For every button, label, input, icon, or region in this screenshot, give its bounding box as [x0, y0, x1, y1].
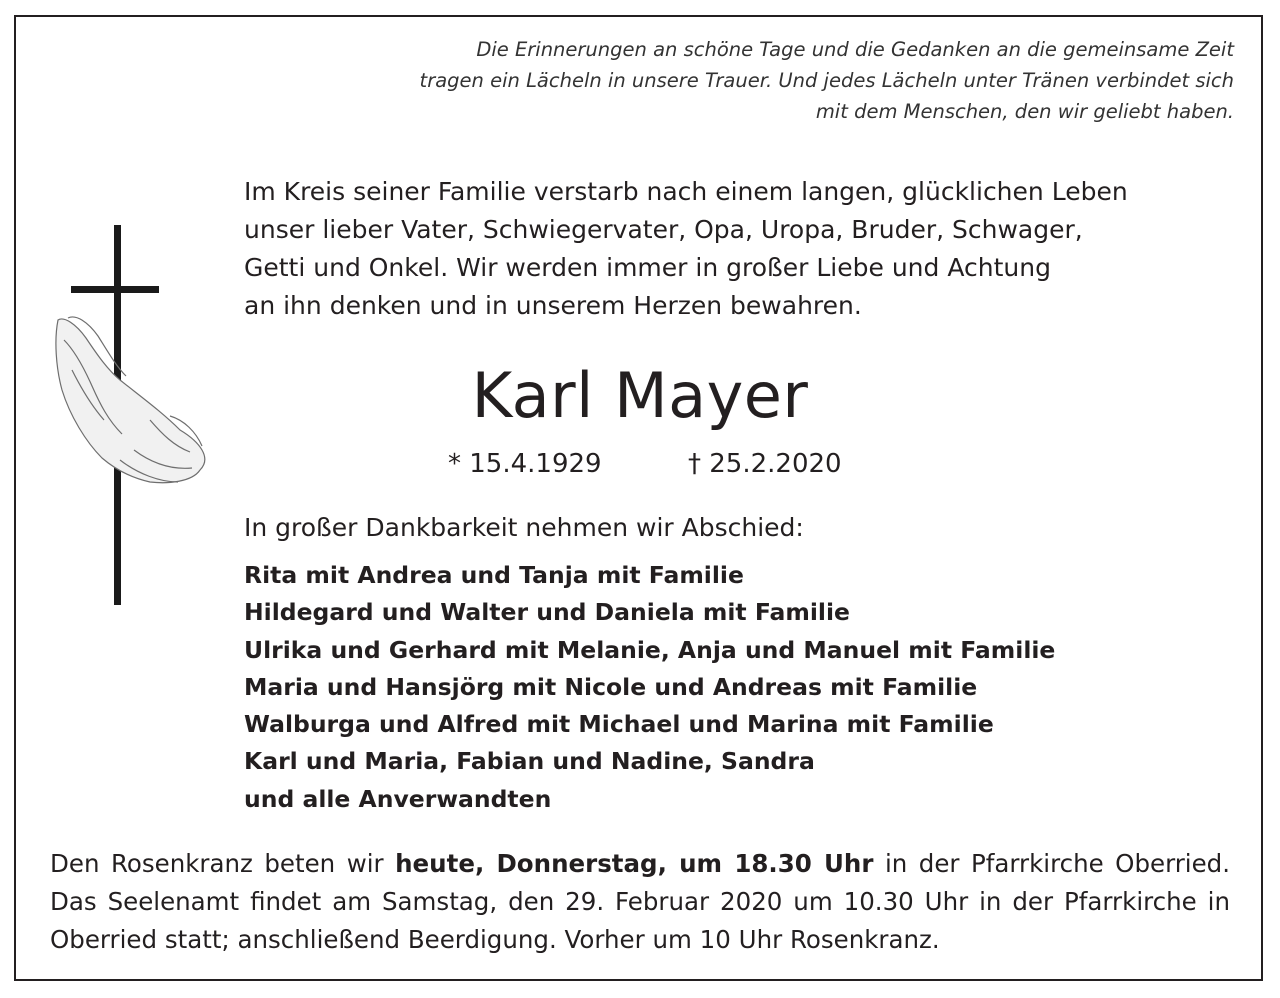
thanks-line: In großer Dankbarkeit nehmen wir Abschied: [244, 513, 804, 542]
quote-line: tragen ein Lächeln in unsere Trauer. Und jedes Lächeln unter Tränen verbindet sich [419, 69, 1234, 92]
intro-line: Im Kreis seiner Familie verstarb nach einem langen, glücklichen Leben [244, 177, 1128, 206]
mourner-entry: Karl und Maria, Fabian und Nadine, Sandra [244, 747, 815, 776]
deceased-name: Karl Mayer [471, 359, 809, 432]
mourner-entry: Walburga und Alfred mit Michael und Marina mit Familie [244, 710, 994, 739]
intro-text [244, 173, 1128, 325]
quote-line: Die Erinnerungen an schöne Tage und die Gedanken an die gemeinsame Zeit [476, 38, 1234, 61]
funeral-notice [50, 845, 1230, 959]
notice-time-highlight: heute, Donnerstag, um 18.30 Uhr [395, 849, 874, 878]
notice-line: Oberried statt; anschließend Beerdigung. Vorher um 10 Uhr Rosenkranz. [50, 925, 940, 954]
mourner-entry: Maria und Hansjörg mit Nicole und Andreas mit Familie [244, 672, 978, 701]
mourners-list [244, 557, 1055, 818]
birth-date: * 15.4.1929 [448, 449, 602, 479]
intro-line: Getti und Onkel. Wir werden immer in großer Liebe und Achtung [244, 253, 1051, 282]
notice-line: Das Seelenamt findet am Samstag, den 29. Februar 2020 um 10.30 Uhr in der Pfarrkirche in [50, 887, 1230, 916]
mourner-entry: und alle Anverwandten [244, 784, 552, 813]
notice-text: Den Rosenkranz beten wir [50, 849, 396, 878]
quote-line: mit dem Menschen, den wir geliebt haben. [815, 100, 1234, 123]
mourner-entry: Rita mit Andrea und Tanja mit Familie [244, 561, 744, 589]
notice-line [50, 845, 1230, 883]
intro-line: an ihn denken und in unserem Herzen bewahren. [244, 291, 862, 320]
mourner-entry: Hildegard und Walter und Daniela mit Familie [244, 598, 850, 627]
mourner-entry: Ulrika und Gerhard mit Melanie, Anja und Manuel mit Familie [244, 635, 1056, 664]
intro-line: unser lieber Vater, Schwiegervater, Opa, Uropa, Bruder, Schwager, [244, 215, 1083, 244]
notice-text: in der Pfarrkirche Oberried. [873, 849, 1231, 878]
quote-block [420, 34, 1234, 127]
death-date: † 25.2.2020 [688, 449, 842, 479]
